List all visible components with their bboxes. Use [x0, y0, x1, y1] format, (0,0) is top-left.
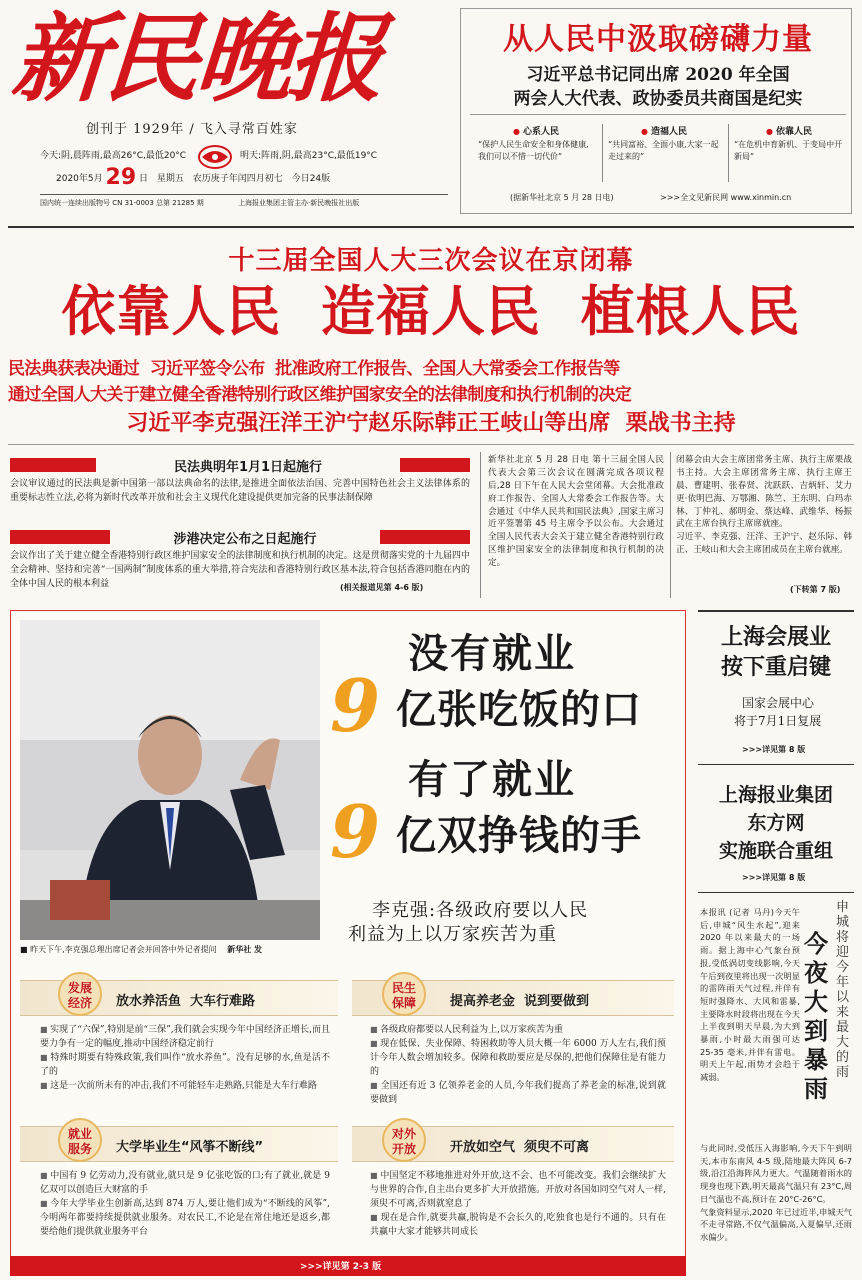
top-right-headline: 从人民中汲取磅礴力量 — [503, 22, 813, 57]
date-prefix: 2020年5月 — [56, 174, 103, 184]
date-suffix: 日 — [139, 174, 149, 184]
top-col-3 — [734, 124, 844, 162]
section-welfare-p2: ■ 现在低保、失业保障、特困救助等人员大概一年 6000 万人左右,我们预计今年人数会增加较多。保障和救助要应是尽保的,把他们保障住是有能力的 — [370, 1038, 666, 1080]
section-tag-openness-1: 对外 — [391, 1127, 416, 1141]
section-employment-p1: ■ 中国有 9 亿劳动力,没有就业,就只是 9 亿张吃饭的口;有了就业,就是 9 亿双可以创造巨大财富的手 — [40, 1170, 330, 1198]
feature-quote-2: 利益为上以万家疾苦为重 — [348, 924, 557, 945]
masthead-slogan: 创刊于 1929年 / 飞入寻常百姓家 — [86, 122, 298, 137]
main-headline: 依靠人民 造福人民 植根人民 — [61, 280, 801, 343]
section-title-employment: 大学毕业生“风筝不断线” — [116, 1140, 264, 1155]
premier-photo — [20, 620, 320, 940]
section-tag-economy-1: 发展 — [67, 981, 92, 995]
section-tag-openness — [382, 1118, 426, 1162]
date-day: 29 — [105, 165, 137, 190]
top-col-1 — [478, 124, 594, 162]
lunar-date: 农历庚子年闰四月初七 — [192, 174, 283, 184]
top-col-3-text: “在危机中育新机、于变局中开新局” — [734, 140, 843, 161]
top-col-1-title: ● 心系人民 — [478, 124, 594, 137]
photo-caption-text: ■ 昨天下午,李克强总理出席记者会并回答中外记者提问 — [20, 945, 217, 954]
issue-date — [56, 165, 331, 190]
feature-line-4: 亿双挣钱的手 — [396, 813, 642, 859]
section-title-economy: 放水养活鱼 大车行难路 — [116, 994, 256, 1009]
xinhua-report-2b: 习近平、李克强、汪洋、王沪宁、赵乐际、韩正、王岐山和大会主席团成员在主席台就座。 — [676, 532, 852, 556]
section-economy-p3: ■ 这是一次前所未有的冲击,我们不可能轻车走熟路,只能是大车行难路 — [40, 1080, 330, 1094]
section-tag-employment-2: 服务 — [67, 1142, 92, 1156]
top-col-2 — [608, 124, 720, 162]
section-openness-p1: ■ 中国坚定不移地推进对外开放,这不会、也不可能改变。我们会继续扩大与世界的合作,自主出台更多扩大开放措施。开放对各国如同空气对人一样,须臾不可离,否则就窒息了 — [370, 1170, 666, 1212]
rain-text-1: 本报讯 (记者 马丹)今天午后,申城“风生水起”,迎来 2020 年以来最大的一场雨。据上海中心气象台预报,受低涡切变线影响,今天午后到夜里将出现一次明显的雷阵雨天气过程,并伴有短时强降水、大风和雷暴,主要降水时段将出现在今天上半夜到明天早晨,为大到暴雨,小时最大雨强可达 25-35 毫米,并伴有雷电。明天上午起,雨势才会趋于减弱。 — [700, 907, 800, 1083]
page-count: 今日24版 — [291, 174, 331, 184]
hk-law-title: 涉港决定公布之日起施行 — [173, 532, 317, 547]
section-title-welfare: 提高养老金 说到要做到 — [450, 994, 590, 1009]
top-right-source: (据新华社北京 5 月 28 日电) — [510, 193, 614, 202]
section-economy-p1: ■ 实现了“六保”,特别是前“三保”,我们就会实现今年中国经济正增长,而且要力争有一定的幅度,推动中国经济稳定前行 — [40, 1024, 330, 1052]
rain-text-2b: 气象资料显示,2020 年已过近半,申城天气不走寻常路,不仅气温偏高,入夏偏早,还雨水偏少。 — [700, 1206, 852, 1242]
section-employment-p2: ■ 今年大学毕业生创新高,达到 874 万人,要让他们成为“不断线的风筝”,今明两年都要持续提供就业服务。对农民工,不论是在常住地还是返乡,都要给他们提供就业服务平台 — [40, 1198, 330, 1240]
media-title-3: 实施联合重组 — [718, 840, 833, 862]
section-tag-welfare-1: 民生 — [391, 981, 416, 995]
rain-kicker: 申城将迎今年以来最大的雨 — [836, 900, 850, 1080]
top-right-sub1: 习近平总书记同出席 2020 年全国 — [526, 65, 790, 85]
feature-line-1: 没有就业 — [408, 631, 576, 677]
feature-line-3: 有了就业 — [408, 757, 576, 803]
section-openness-body — [370, 1170, 666, 1240]
xinhua-report-1: 新华社北京 5 月 28 日电 第十三届全国人民代表大会第三次会议在圆满完成各项议程后,28 日下午在人民大会堂闭幕。大会批准政府工作报告、全国人大常委会工作报告等。大会通过《中华人民共和国民法典》,国家主席习近平签署第 45 号主席令予以公布。大会通过全国人民代表大会关于建立健全香港特别行政区维护国家安全的法律制度和执行机制的决定。 — [488, 455, 664, 569]
section-welfare-body — [370, 1024, 666, 1108]
section-tag-employment — [58, 1118, 102, 1162]
section-tag-openness-2: 开放 — [391, 1142, 416, 1156]
expo-title-1: 上海会展业 — [720, 625, 831, 650]
photo-credit: 新华社 发 — [227, 945, 262, 954]
main-kicker: 十三届全国人大三次会议在京闭幕 — [228, 246, 634, 276]
main-deck-1: 民法典获表决通过 习近平签令公布 批准政府工作报告、全国人大常委会工作报告等 — [8, 359, 620, 379]
main-deck-3: 习近平李克强汪洋王沪宁赵乐际韩正王岐山等出席 栗战书主持 — [126, 411, 736, 436]
hk-law-text: 会议作出了关于建立健全香港特别行政区维护国家安全的法律制度和执行机制的决定。这是贯彻落实党的十九届四中全会精神、坚持和完善“一国两制”制度体系的重大举措,符合宪法和香港特别行政区基本法,符合包括香港同胞在内的全体中国人民的根本利益 — [10, 551, 470, 589]
publisher: 上海报业集团主管主办·新民晚报社出版 — [238, 199, 360, 207]
expo-sub-1: 国家会展中心 — [742, 696, 815, 710]
civil-code-title: 民法典明年1月1日起施行 — [173, 460, 323, 475]
section-tag-economy — [58, 972, 102, 1016]
section-tag-economy-2: 经济 — [67, 996, 92, 1010]
expo-link[interactable]: >>>详见第 8 版 — [742, 745, 806, 754]
hk-law-link[interactable]: (相关报道见第 4-6 版) — [340, 583, 424, 592]
main-deck-2: 通过全国人大关于建立健全香港特别行政区维护国家安全的法律制度和执行机制的决定 — [8, 385, 632, 405]
expo-title-2: 按下重启键 — [720, 655, 831, 680]
media-title-1: 上海报业集团 — [718, 784, 833, 806]
rain-text-2a: 与此同时,受低压入海影响,今天下午到明天,本市东南风 4-5 级,陆地最大阵风 6-7 级,沿江沿海阵风力更大。气温随着雨水的现身也现下跌,明天最高气温只有 23°C,周日气温也不高,预计在 20°C-26°C。 — [700, 1143, 852, 1204]
weekday: 星期五 — [156, 174, 184, 184]
weather-tomorrow: 明天:阵雨,阴,最高23°C,最低19°C — [240, 151, 378, 161]
xinhua-link[interactable]: (下转第 7 版) — [790, 585, 841, 594]
section-employment-body — [40, 1170, 330, 1240]
feature-link[interactable]: >>>详见第 2-3 版 — [300, 1262, 382, 1272]
civil-code-text: 会议审议通过的民法典是新中国第一部以法典命名的法律,是推进全面依法治国、完善中国特色社会主义法律体系的重要标志性立法,必将为新时代改革开放和社会主义现代化建设提供更加完备的民事法制保障 — [10, 479, 470, 503]
xinhua-report-2 — [676, 454, 852, 557]
top-col-2-title: ● 造福人民 — [608, 124, 720, 137]
section-tag-employment-1: 就业 — [67, 1127, 92, 1141]
weather-today: 今天:阴,晨阵雨,最高26°C,最低20°C — [40, 151, 187, 161]
top-col-1-text: “保护人民生命安全和身体健康,我们可以不惜一切代价” — [478, 140, 589, 161]
section-economy-p2: ■ 特殊时期要有特殊政策,我们叫作“放水养鱼”。没有足够的水,鱼是活不了的 — [40, 1052, 330, 1080]
photo-caption — [20, 944, 262, 955]
section-welfare-p3: ■ 全国还有近 3 亿领养老金的人员,今年我们提高了养老金的标准,说到就要做到 — [370, 1080, 666, 1108]
xinhua-report-2a: 闭幕会由大会主席团常务主席、执行主席栗战书主持。大会主席团常务主席、执行主席王晨、曹建明、张春贤、沈跃跃、吉炳轩、艾力更·依明巴海、万鄂湘、陈竺、王东明、白玛赤林、丁仲礼、郝明金、蔡达峰、武维华、杨振武在主席台执行主席席就座。 — [676, 455, 852, 530]
media-title-2: 东方网 — [747, 812, 805, 834]
xinmin-logo-icon — [198, 145, 232, 169]
section-title-openness: 开放如空气 须臾不可离 — [450, 1140, 590, 1155]
feature-number-2: 9 — [330, 789, 381, 874]
rain-title: 今夜大到暴雨 — [804, 930, 828, 1103]
rain-text-2 — [700, 1142, 852, 1244]
top-col-2-text: “共同富裕、全面小康,大家一起走过来的” — [608, 140, 719, 161]
feature-quote-1: 李克强:各级政府要以人民 — [372, 900, 589, 921]
media-link[interactable]: >>>详见第 8 版 — [742, 873, 806, 882]
expo-sub-2: 将于7月1日复展 — [734, 714, 822, 728]
section-tag-welfare — [382, 972, 426, 1016]
section-tag-welfare-2: 保障 — [391, 996, 416, 1010]
top-col-3-title: ● 依靠人民 — [734, 124, 844, 137]
section-economy-body — [40, 1024, 330, 1094]
section-openness-p2: ■ 现在是合作,就要共赢,脱钩是不会长久的,吃独食也是行不通的。只有在共赢中大家才能够共同成长 — [370, 1212, 666, 1240]
issn: 国内统一连续出版物号 CN 31-0003 总第 21285 期 — [40, 199, 204, 207]
masthead-title: 新民晚报 — [8, 2, 384, 115]
top-right-link[interactable]: >>>全文见新民网 www.xinmin.cn — [660, 193, 792, 202]
section-welfare-p1: ■ 各级政府都要以人民利益为上,以万家疾苦为重 — [370, 1024, 666, 1038]
feature-line-2: 亿张吃饭的口 — [396, 687, 642, 733]
feature-number-1: 9 — [330, 663, 381, 748]
top-right-sub2: 两会人大代表、政协委员共商国是纪实 — [513, 89, 803, 109]
